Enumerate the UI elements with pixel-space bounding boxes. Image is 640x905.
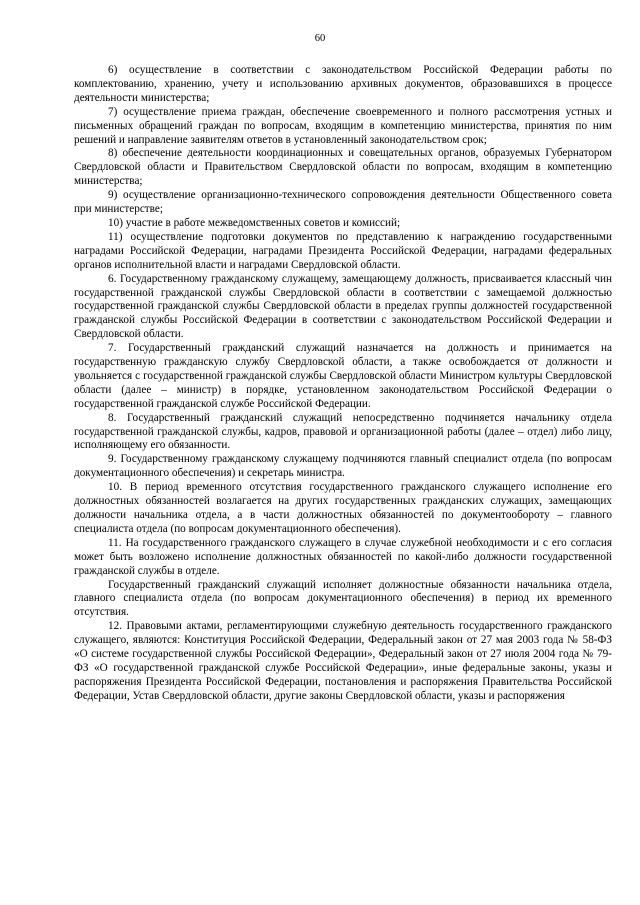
paragraph-item-10: 10) участие в работе межведомственных советов и комиссий; (108, 216, 401, 229)
paragraph-section-10: 10. В период временного отсутствия государственного гражданского служащего исполнение его должностных обязанностей возлагается на других государственных гражданских служащих, замещающих должности начальника отдела, а в части должностных обязанностей по документообороту – главного специалиста отдела (по вопросам документационного обеспечения). (74, 481, 612, 535)
paragraph-section-7: 7. Государственный гражданский служащий назначается на должность и принимается на государственную гражданскую службу Свердловской области, а также освобождается от должности и увольняется с государственной гражданской службы Свердловской области Министром культуры Свердловской области (далее – министр) в порядке, установленном законодательством Российской Федерации о государственной гражданской службе Российской Федерации. (74, 342, 612, 410)
paragraph-section-6: 6. Государственному гражданскому служащему, замещающему должность, присваивается классный чин государственной гражданской службы Свердловской области в соответствии с замещаемой должностью государственной гражданской службы Свердловской области в пределах группы должностей государственной гражданской службы Российской Федерации в соответствии с законодательством Российской Федерации и Свердловской области. (74, 272, 612, 341)
paragraph-section-11: 11. На государственного гражданского служащего в случае служебной необходимости и с его согласия может быть возложено исполнение должностных обязанностей по какой-либо должности государственной гражданской службы в отделе. (74, 536, 612, 577)
paragraph-item-11: 11) осуществление подготовки документов по представлению к награждению государственными наградами Российской Федерации, наградами Президента Российской Федерации, наградами федеральных органов исполнительной власти и наградами Свердловской области. (74, 230, 612, 271)
document-body (74, 64, 612, 704)
paragraph-section-8: 8. Государственный гражданский служащий непосредственно подчиняется начальнику отдела государственной гражданской службы, кадров, правовой и организационной работы (далее – отдел) либо лицу, исполняющему его обязанности. (74, 411, 612, 452)
paragraph-section-12: 12. Правовыми актами, регламентирующими служебную деятельность государственного гражданского служащего, являются: Конституция Российской Федерации, Федеральный закон от 27 мая 2003 года № 58-ФЗ «О системе государственной службы Российской Федерации», Федеральный закон от 27 июля 2004 года № 79-ФЗ «О государственной гражданской службе Российской Федерации», иные федеральные законы, указы и распоряжения Президента Российской Федерации, постановления и распоряжения Правительства Российской Федерации, Устав Свердловской области, другие законы Свердловской области, указы и распоряжения (74, 620, 612, 702)
paragraph-item-6: 6) осуществление в соответствии с законодательством Российской Федерации работы по комплектованию, хранению, учету и использованию архивных документов, образовавшихся в процессе деятельности министерства; (74, 64, 612, 104)
paragraph-item-9: 9) осуществление организационно-технического сопровождения деятельности Общественного совета при министерстве; (74, 189, 612, 216)
paragraph-item-8: 8) обеспечение деятельности координационных и совещательных органов, образуемых Губернатором Свердловской области и Правительством Свердловской области по вопросам, входящим в компетенцию министерства; (74, 147, 612, 188)
page-number: 60 (314, 33, 326, 44)
paragraph-item-7: 7) осуществление приема граждан, обеспечение своевременного и полного рассмотрения устных и письменных обращений граждан по вопросам, входящим в компетенцию министерства, принятия по ним решений и направление заявителям ответов в установленный законодательством срок; (74, 105, 612, 146)
paragraph-section-9: 9. Государственному гражданскому служащему подчиняются главный специалист отдела (по вопросам документационного обеспечения) и секретарь министра. (74, 453, 612, 480)
paragraph-section-11-continued: Государственный гражданский служащий исполняет должностные обязанности начальника отдела, главного специалиста отдела (по вопросам документационного обеспечения) в период их временного отсутствия. (74, 578, 612, 619)
